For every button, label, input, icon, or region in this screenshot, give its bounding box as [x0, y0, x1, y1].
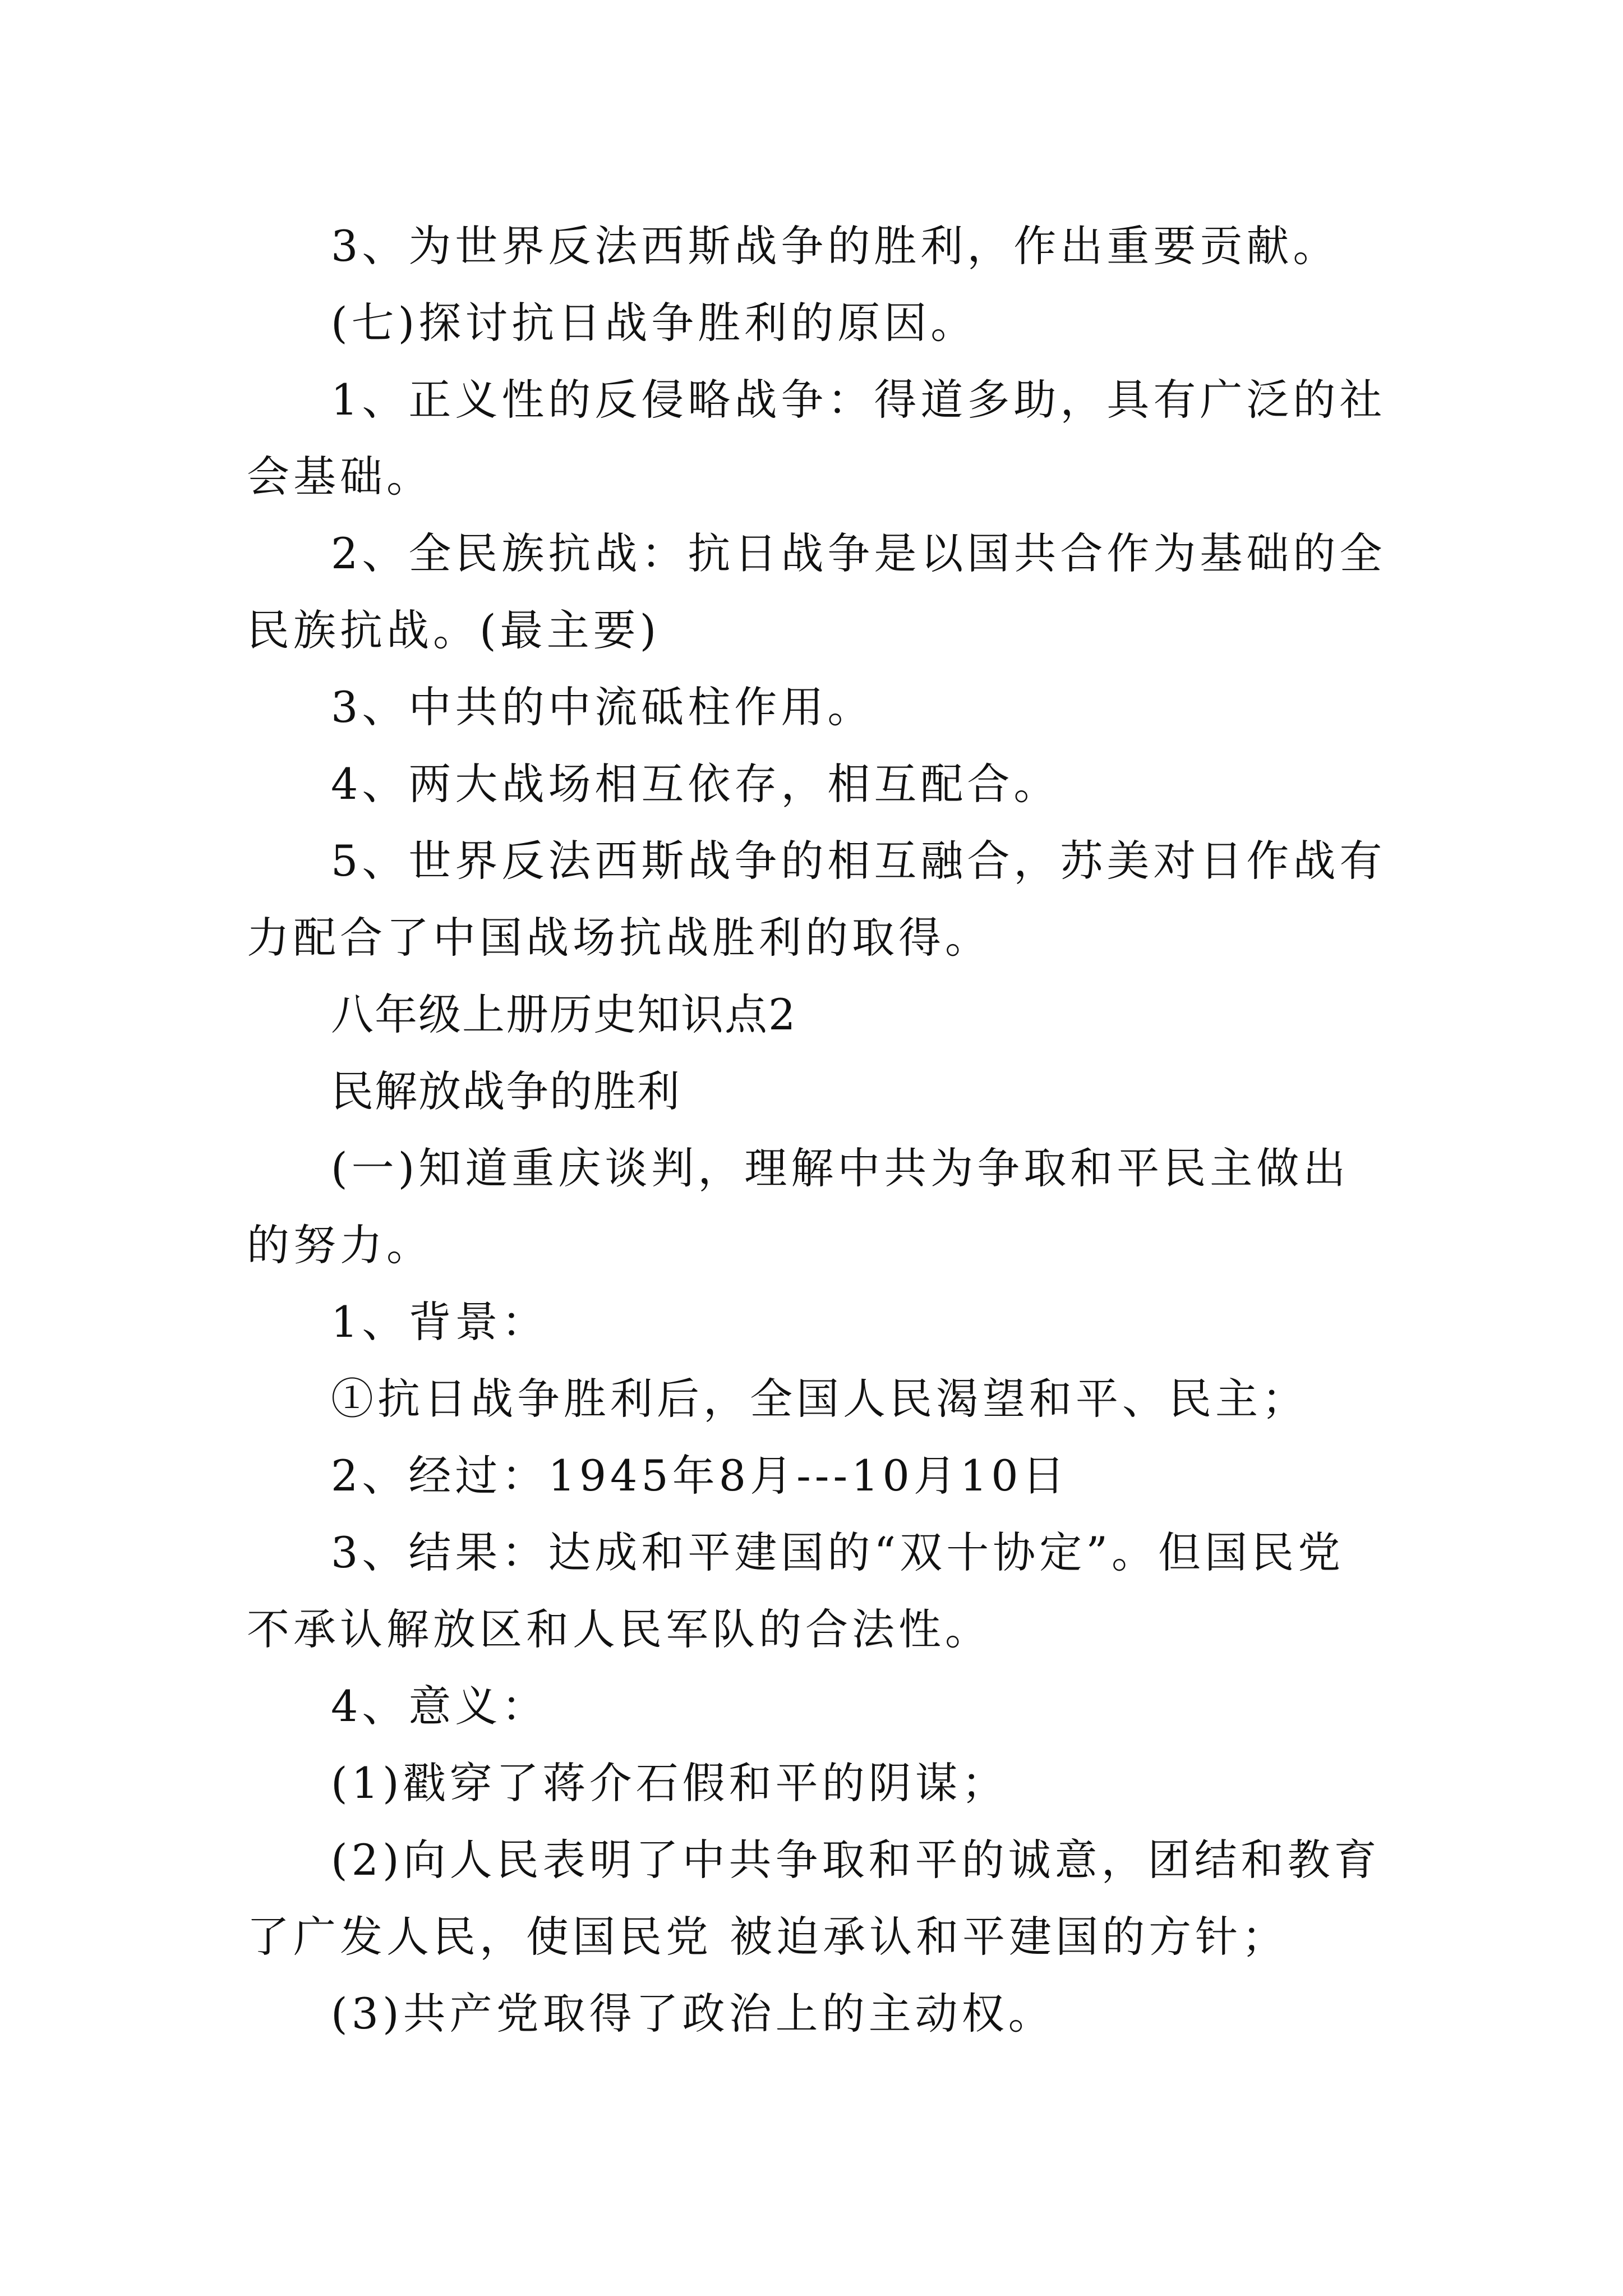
paragraph: 3、中共的中流砥柱作用。 — [331, 682, 874, 732]
paragraph: 5、世界反法西斯战争的相互融合，苏美对日作战有力配合了中国战场抗战胜利的取得。 — [247, 836, 1386, 963]
paragraph: 1、正义性的反侵略战争：得道多助，具有广泛的社会基础。 — [247, 375, 1386, 501]
document-body — [247, 208, 1388, 2052]
paragraph: (一)知道重庆谈判，理解中共为争取和平民主做出的努力。 — [247, 1143, 1350, 1270]
paragraph: 3、结果：达成和平建国的“双十协定”。但国民党不承认解放区和人民军队的合法性。 — [247, 1527, 1345, 1654]
paragraph: 2、经过：1945年8月---10月10日 — [331, 1451, 1069, 1501]
section-heading: 八年级上册历史知识点2 — [331, 990, 797, 1039]
paragraph: ①抗日战争胜利后，全国人民渴望和平、民主； — [331, 1374, 1308, 1424]
paragraph: 4、意义： — [331, 1681, 548, 1731]
paragraph: (七)探讨抗日战争胜利的原因。 — [331, 298, 978, 348]
paragraph: 2、全民族抗战：抗日战争是以国共合作为基础的全民族抗战。(最主要) — [247, 528, 1386, 655]
paragraph: 4、两大战场相互依存，相互配合。 — [331, 759, 1061, 809]
section-subheading: 民解放战争的胜利 — [331, 1066, 681, 1116]
paragraph: (1)戳穿了蒋介石假和平的阴谋； — [331, 1758, 1008, 1808]
paragraph: 1、背景： — [331, 1297, 548, 1347]
paragraph: (2)向人民表明了中共争取和平的诚意，团结和教育了广发人民，使国民党 被迫承认和平建国的方针； — [247, 1835, 1381, 1962]
paragraph: 3、为世界反法西斯战争的胜利，作出重要贡献。 — [331, 221, 1340, 271]
paragraph: (3)共产党取得了政治上的主动权。 — [331, 1989, 1055, 2039]
